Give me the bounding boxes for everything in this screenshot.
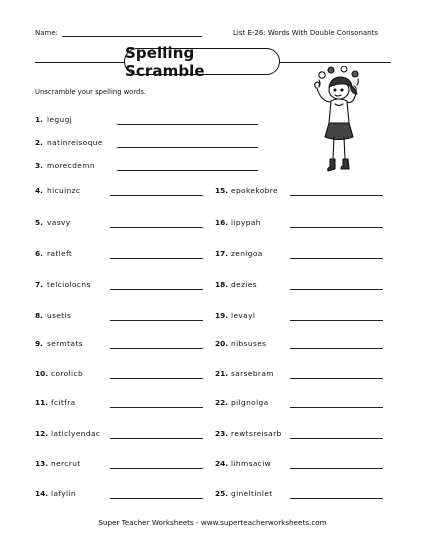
scrambled-word: gineltinlet (231, 489, 273, 498)
answer-line[interactable] (117, 124, 258, 125)
item-number: 5. (35, 218, 43, 227)
scrambled-word: morecdemn (47, 161, 95, 170)
answer-line[interactable] (110, 498, 203, 499)
answer-line[interactable] (110, 227, 203, 228)
item-number: 3. (35, 161, 43, 170)
answer-line[interactable] (110, 407, 203, 408)
answer-line[interactable] (110, 438, 203, 439)
list-item (35, 489, 76, 498)
scrambled-word: ratleft (47, 249, 73, 258)
answer-line[interactable] (117, 170, 258, 171)
list-item (35, 369, 83, 378)
item-number: 17. (215, 249, 229, 258)
list-item (35, 459, 81, 468)
scrambled-word: lipypah (231, 218, 261, 227)
scrambled-word: rewtsreisarb (231, 429, 282, 438)
item-number: 9. (35, 339, 43, 348)
scrambled-word: zenigoa (231, 249, 263, 258)
list-item (215, 429, 282, 438)
scrambled-word: sarsebram (231, 369, 274, 378)
list-item (215, 218, 261, 227)
list-item (35, 115, 72, 124)
scrambled-word: telciolocns (47, 280, 91, 289)
item-number: 7. (35, 280, 43, 289)
answer-line[interactable] (110, 348, 203, 349)
list-item (35, 339, 83, 348)
item-number: 12. (35, 429, 49, 438)
answer-line[interactable] (290, 195, 383, 196)
scrambled-word: laticlyendac (51, 429, 101, 438)
item-number: 4. (35, 186, 43, 195)
scrambled-word: legugj (47, 115, 73, 124)
list-item (215, 186, 278, 195)
list-item (35, 311, 71, 320)
answer-line[interactable] (290, 258, 383, 259)
worksheet-title: Spelling Scramble (125, 43, 205, 80)
answer-line[interactable] (290, 320, 383, 321)
answer-line[interactable] (290, 378, 383, 379)
list-item (215, 489, 273, 498)
list-item (215, 249, 263, 258)
item-number: 25. (215, 489, 229, 498)
scrambled-word: fcitfra (51, 398, 76, 407)
item-number: 11. (35, 398, 49, 407)
scrambled-word: corolicb (51, 369, 84, 378)
list-item (35, 138, 103, 147)
item-number: 20. (215, 339, 229, 348)
footer: Super Teacher Worksheets - www.superteacherworksheets.com (98, 518, 327, 527)
item-number: 21. (215, 369, 229, 378)
answer-line[interactable] (290, 438, 383, 439)
scrambled-word: lafylin (51, 489, 77, 498)
answer-line[interactable] (290, 289, 383, 290)
list-item (35, 280, 91, 289)
worksheet-title-banner (124, 43, 280, 80)
list-item (215, 311, 255, 320)
item-number: 14. (35, 489, 49, 498)
scrambled-word: nercrut (51, 459, 81, 468)
list-item (35, 398, 76, 407)
scrambled-word: nibsuses (231, 339, 267, 348)
scrambled-word: lihmsaciw (231, 459, 272, 468)
banner-rule-right (280, 62, 391, 63)
scrambled-word: dezies (231, 280, 257, 289)
item-number: 8. (35, 311, 43, 320)
list-item (35, 161, 95, 170)
answer-line[interactable] (110, 378, 203, 379)
scrambled-word: epokekobre (231, 186, 278, 195)
item-number: 1. (35, 115, 43, 124)
scrambled-word: sermtats (47, 339, 83, 348)
answer-line[interactable] (290, 468, 383, 469)
list-item (35, 429, 100, 438)
name-label: Name: (35, 29, 59, 37)
list-item (215, 459, 271, 468)
scrambled-word: natinreisoque (47, 138, 103, 147)
scrambled-word: levayl (231, 311, 256, 320)
answer-line[interactable] (110, 258, 203, 259)
list-item (35, 249, 72, 258)
list-item (35, 186, 80, 195)
list-title: List E-26: Words With Double Consonants (233, 29, 379, 37)
answer-line[interactable] (110, 195, 203, 196)
item-number: 6. (35, 249, 43, 258)
item-number: 19. (215, 311, 229, 320)
juggling-girl-icon (300, 66, 378, 184)
scrambled-word: pilgnolga (231, 398, 269, 407)
answer-line[interactable] (117, 147, 258, 148)
name-field[interactable] (62, 36, 202, 37)
list-item (215, 369, 274, 378)
item-number: 15. (215, 186, 229, 195)
item-number: 10. (35, 369, 49, 378)
item-number: 16. (215, 218, 229, 227)
item-number: 22. (215, 398, 229, 407)
answer-line[interactable] (290, 348, 383, 349)
answer-line[interactable] (110, 320, 203, 321)
answer-line[interactable] (110, 468, 203, 469)
item-number: 13. (35, 459, 49, 468)
scrambled-word: usetis (47, 311, 72, 320)
list-item (215, 280, 257, 289)
instructions: Unscramble your spelling words. (35, 88, 147, 96)
item-number: 23. (215, 429, 229, 438)
item-number: 2. (35, 138, 43, 147)
list-item (215, 339, 266, 348)
list-item (35, 218, 71, 227)
item-number: 18. (215, 280, 229, 289)
answer-line[interactable] (290, 407, 383, 408)
scrambled-word: vasvy (47, 218, 71, 227)
scrambled-word: hicuinzc (47, 186, 81, 195)
list-item (215, 398, 269, 407)
answer-line[interactable] (290, 227, 383, 228)
banner-rule-left (35, 62, 125, 63)
answer-line[interactable] (290, 498, 383, 499)
answer-line[interactable] (110, 289, 203, 290)
item-number: 24. (215, 459, 229, 468)
